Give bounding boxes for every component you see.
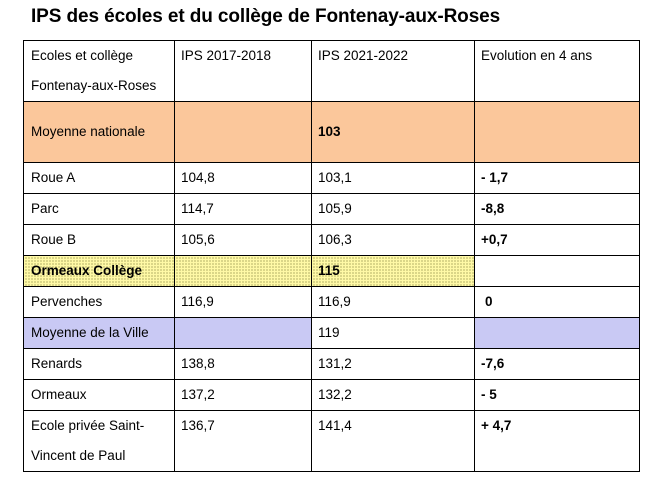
page-title: IPS des écoles et du collège de Fontenay-aux-Roses [31,6,501,27]
row-ips2017 [175,318,312,349]
row-ips2021: 106,3 [312,225,475,256]
row-ips2017: 105,6 [175,225,312,256]
header-ips-2017: IPS 2017-2018 [175,41,312,102]
row-ips2017: 137,2 [175,380,312,411]
row-evolution [475,318,640,349]
row-evolution: - 1,7 [475,163,640,194]
row-name: Ormeaux [24,380,175,411]
table-row-ormeaux-college [24,256,640,287]
row-ips2021: 132,2 [312,380,475,411]
table-row-renards [24,349,640,380]
row-evolution: - 5 [475,380,640,411]
row-ips2021: 131,2 [312,349,475,380]
row-name: Pervenches [24,287,175,318]
row-evolution: +0,7 [475,225,640,256]
row-ips2021: 103 [312,102,475,163]
row-ips2021: 119 [312,318,475,349]
row-ips2021: 105,9 [312,194,475,225]
row-evolution: -7,6 [475,349,640,380]
header-schools-line1: Ecoles et collège [31,48,134,63]
row-name: Moyenne nationale [24,102,175,163]
row-ips2017 [175,102,312,163]
table-row-moyenne-nationale [24,102,640,163]
header-ips-2021: IPS 2021-2022 [312,41,475,102]
row-evolution: + 4,7 [475,411,640,472]
row-evolution: -8,8 [475,194,640,225]
row-name: Moyenne de la Ville [24,318,175,349]
row-ips2017: 116,9 [175,287,312,318]
table-row-moyenne-ville [24,318,640,349]
row-name: Renards [24,349,175,380]
table-row-ormeaux [24,380,640,411]
row-ips2021: 115 [312,256,475,287]
row-name: Parc [24,194,175,225]
table-row-roue-a [24,163,640,194]
header-schools [24,41,175,102]
row-ips2021: 141,4 [312,411,475,472]
row-ips2017 [175,256,312,287]
row-name [24,411,175,472]
row-name: Roue B [24,225,175,256]
ips-table [23,40,640,472]
row-ips2017: 104,8 [175,163,312,194]
row-ips2017: 138,8 [175,349,312,380]
row-name: Ormeaux Collège [24,256,175,287]
header-evolution: Evolution en 4 ans [475,41,640,102]
row-ips2021: 103,1 [312,163,475,194]
row-evolution [475,256,640,287]
table-row-saint-vincent [24,411,640,472]
table-row-roue-b [24,225,640,256]
row-name-line1: Ecole privée Saint- [31,418,145,433]
table-header-row [24,41,640,102]
row-ips2017: 114,7 [175,194,312,225]
row-name-line2: Vincent de Paul [31,448,126,463]
row-ips2017: 136,7 [175,411,312,472]
table-row-parc [24,194,640,225]
row-evolution: 0 [475,287,640,318]
table-row-pervenches [24,287,640,318]
row-name: Roue A [24,163,175,194]
header-schools-line2: Fontenay-aux-Roses [31,78,157,93]
row-ips2021: 116,9 [312,287,475,318]
row-evolution [475,102,640,163]
